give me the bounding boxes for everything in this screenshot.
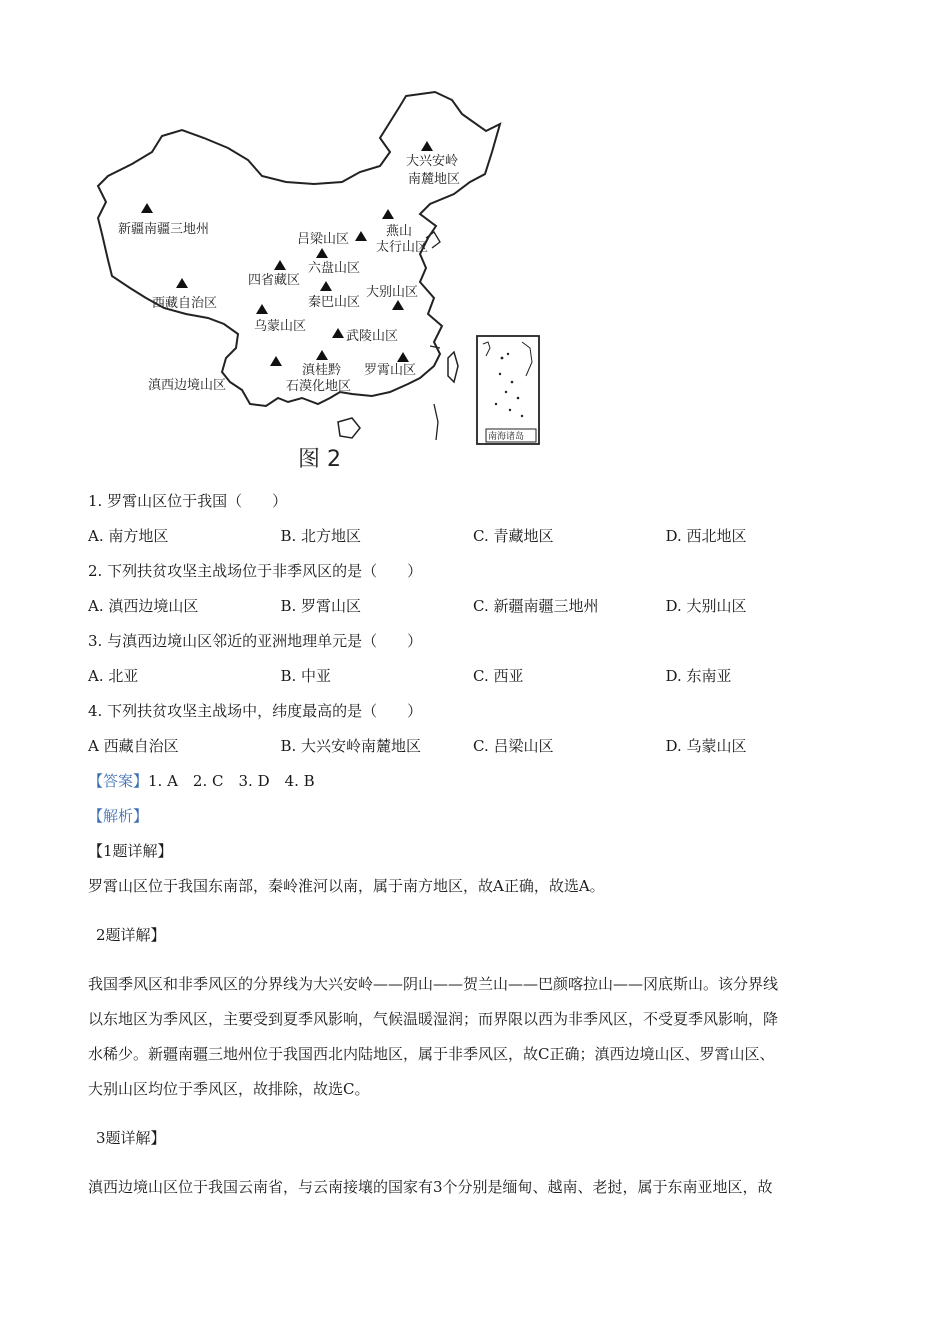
answer-text: 1. A 2. C 3. D 4. B — [148, 772, 315, 790]
option-d: D. 大别山区 — [665, 597, 747, 615]
south-sea-islands — [495, 353, 523, 417]
detail-2-heading: 2题详解】 — [96, 926, 166, 944]
marker-sisheng — [274, 260, 286, 270]
option-a: A. 南方地区 — [88, 527, 169, 545]
hainan-island — [338, 418, 360, 438]
china-poverty-map-figure — [90, 86, 550, 476]
option-c: C. 西亚 — [473, 667, 524, 685]
analysis-line — [88, 799, 858, 834]
question-4-options — [88, 729, 858, 764]
option-a: A. 滇西边境山区 — [88, 597, 199, 615]
option-c: C. 青藏地区 — [473, 527, 554, 545]
marker-yanshan — [382, 209, 394, 219]
detail-2-line-2: 以东地区为季风区，主要受到夏季风影响，气候温暖湿润；而界限以西为非季风区，不受夏季风影响，降 — [88, 1010, 779, 1028]
question-2-options — [88, 589, 858, 624]
label-dianguiqian-1: 滇桂黔 — [302, 363, 342, 378]
marker-wumeng — [256, 304, 268, 314]
option-d: D. 乌蒙山区 — [665, 737, 747, 755]
label-xizang: 西藏自治区 — [152, 296, 218, 311]
option-d: D. 东南亚 — [665, 667, 732, 685]
label-luoxiao: 罗霄山区 — [364, 363, 417, 378]
china-border-outline — [98, 92, 500, 406]
option-b: B. 中亚 — [280, 667, 332, 685]
option-b: B. 大兴安岭南麓地区 — [280, 737, 422, 755]
marker-xizang — [176, 278, 188, 288]
marker-dabie — [392, 300, 404, 310]
question-3-stem: 3. 与滇西边境山区邻近的亚洲地理单元是（ ） — [88, 632, 423, 650]
marker-liupan — [316, 248, 328, 258]
detail-3-line-1: 滇西边境山区位于我国云南省，与云南接壤的国家有3个分别是缅甸、越南、老挝，属于东南亚地区，故 — [88, 1178, 773, 1196]
label-sisheng: 四省藏区 — [248, 273, 301, 288]
marker-wuling — [332, 328, 344, 338]
option-d: D. 西北地区 — [665, 527, 747, 545]
option-a: A 西藏自治区 — [88, 737, 179, 755]
question-content — [88, 484, 858, 1205]
option-b: B. 罗霄山区 — [280, 597, 362, 615]
marker-qinba — [320, 281, 332, 291]
label-wumeng: 乌蒙山区 — [254, 319, 307, 334]
question-1-options — [88, 519, 858, 554]
detail-2-line-3: 水稀少。新疆南疆三地州位于我国西北内陆地区，属于非季风区，故C正确；滇西边境山区、罗霄山区、 — [88, 1045, 775, 1063]
label-dabie: 大别山区 — [366, 285, 419, 300]
south-sea-inset-frame — [477, 336, 539, 444]
label-wuling: 武陵山区 — [346, 329, 399, 344]
marker-xinjiang — [141, 203, 153, 213]
label-lvliang: 吕梁山区 — [297, 232, 350, 247]
marker-daxinganling — [421, 141, 433, 151]
label-xinjiang: 新疆南疆三地州 — [118, 222, 210, 237]
label-dianguiqian-2: 石漠化地区 — [286, 379, 352, 394]
label-qinba: 秦巴山区 — [308, 295, 361, 310]
option-b: B. 北方地区 — [280, 527, 362, 545]
option-a: A. 北亚 — [88, 667, 139, 685]
label-yanshan-2: 太行山区 — [376, 240, 429, 255]
south-sea-label: 南海诸岛 — [488, 432, 525, 442]
south-sea-inset-coast — [483, 342, 532, 376]
option-c: C. 新疆南疆三地州 — [473, 597, 599, 615]
label-daxinganling-1: 大兴安岭 — [406, 154, 459, 169]
taiwan-island — [448, 352, 458, 382]
detail-3-heading: 3题详解】 — [96, 1129, 166, 1147]
marker-luoxiao — [397, 352, 409, 362]
detail-2-line-4: 大别山区均位于季风区，故排除，故选C。 — [88, 1080, 370, 1098]
answer-line — [88, 764, 858, 799]
label-yanshan-1: 燕山 — [386, 224, 413, 239]
question-3-options — [88, 659, 858, 694]
figure-caption: 图 2 — [298, 447, 341, 472]
label-dianxi: 滇西边境山区 — [148, 378, 227, 393]
china-outline-map — [90, 86, 550, 476]
marker-lvliang — [355, 231, 367, 241]
marker-dianguiqian — [316, 350, 328, 360]
detail-2-line-1: 我国季风区和非季风区的分界线为大兴安岭——阴山——贺兰山——巴颜喀拉山——冈底斯山。该分界线 — [88, 975, 779, 993]
label-daxinganling-2: 南麓地区 — [408, 172, 461, 187]
marker-dianxi — [270, 356, 282, 366]
question-4-stem: 4. 下列扶贫攻坚主战场中，纬度最高的是（ ） — [88, 702, 423, 720]
label-liupan: 六盘山区 — [308, 261, 361, 276]
detail-1-text: 罗霄山区位于我国东南部，秦岭淮河以南，属于南方地区，故A正确，故选A。 — [88, 877, 605, 895]
detail-1-heading: 【1题详解】 — [88, 842, 173, 860]
option-c: C. 吕梁山区 — [473, 737, 554, 755]
answer-tag: 【答案】 — [88, 772, 149, 790]
question-2-stem: 2. 下列扶贫攻坚主战场位于非季风区的是（ ） — [88, 562, 423, 580]
question-1-stem: 1. 罗霄山区位于我国（ ） — [88, 492, 288, 510]
analysis-tag: 【解析】 — [88, 807, 149, 825]
